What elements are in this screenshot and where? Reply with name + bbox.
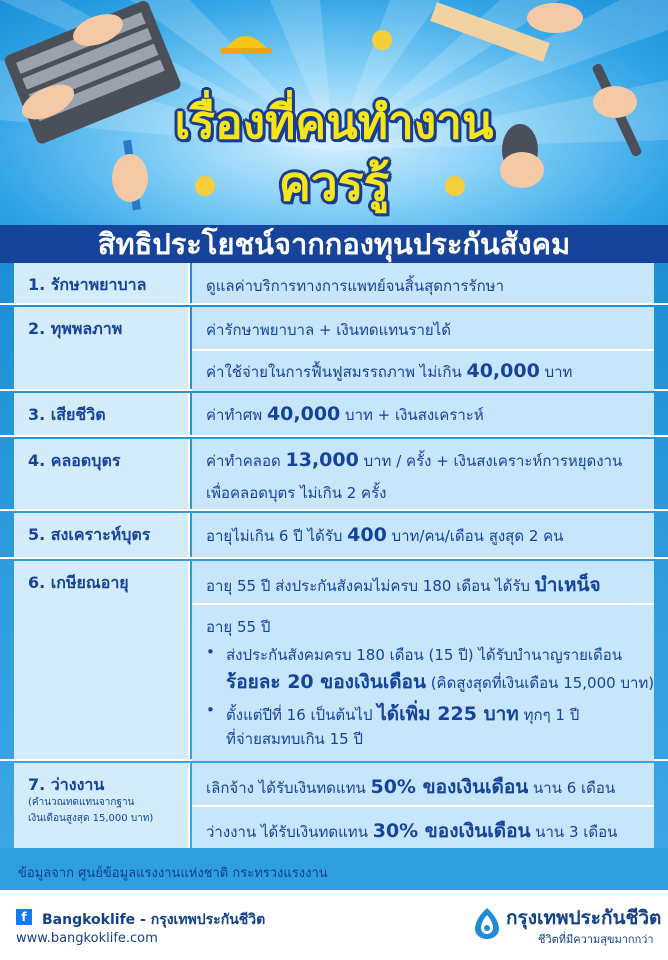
page-title-line2: ควรรู้ — [278, 156, 390, 212]
row-note: (คำนวณทดแทนจากฐาน เงินเดือนสูงสุด 15,000 บาท) — [28, 797, 154, 824]
row-label: 1. รักษาพยาบาล — [28, 275, 147, 294]
row-detail: ว่างงาน ได้รับเงินทดแทน 30% ของเงินเดือน นาน 3 เดือน — [206, 820, 618, 842]
row-label: 3. เสียชีวิต — [28, 405, 106, 424]
page-title-line1: เรื่องที่คนทำงาน — [174, 95, 494, 149]
row-detail: เพื่อคลอดบุตร ไม่เกิน 2 ครั้ง — [206, 484, 387, 502]
hardhat-icon — [225, 36, 268, 50]
row-detail: ค่าทำศพ 40,000 บาท + เงินสงเคราะห์ — [206, 403, 484, 425]
row-detail: อายุไม่เกิน 6 ปี ได้รับ 400 บาท/คน/เดือน สูงสุด 2 คน — [206, 524, 564, 546]
bangkoklife-logo-icon — [472, 906, 502, 940]
row-detail: เลิกจ้าง ได้รับเงินทดแทน 50% ของเงินเดือน นาน 6 เดือน — [206, 776, 616, 798]
row-detail: ส่งประกันสังคมครบ 180 เดือน (15 ปี) ได้รับบำนาญรายเดือน — [226, 646, 623, 664]
row-detail: ค่าทำคลอด 13,000 บาท / ครั้ง + เงินสงเคราะห์การหยุดงาน — [206, 449, 623, 471]
bullet-icon: • — [206, 643, 215, 661]
row-label: 2. ทุพพลภาพ — [28, 319, 123, 338]
row-detail: ค่าใช้จ่ายในการฟื้นฟูสมรรถภาพ ไม่เกิน 40,000 บาท — [206, 360, 573, 382]
row-detail: ที่จ่ายสมทบเกิน 15 ปี — [226, 730, 363, 748]
row-label: 5. สงเคราะห์บุตร — [28, 525, 151, 544]
table-row — [0, 513, 668, 559]
source-footnote: ข้อมูลจาก ศูนย์ข้อมูลแรงงานแห่งชาติ กระทรวงแรงงาน — [0, 848, 668, 890]
table-row — [0, 307, 668, 391]
row-detail: ร้อยละ 20 ของเงินเดือน (คิดสูงสุดที่เงินเดือน 15,000 บาท) — [226, 671, 655, 693]
footer — [0, 890, 668, 960]
header-banner — [0, 0, 668, 225]
row-detail: อายุ 55 ปี ส่งประกันสังคมไม่ครบ 180 เดือน ได้รับ บำเหน็จ — [206, 574, 601, 596]
table-row — [0, 763, 668, 848]
table-row — [0, 561, 668, 761]
table-row — [0, 439, 668, 511]
row-detail: ค่ารักษาพยาบาล + เงินทดแทนรายได้ — [206, 321, 451, 339]
row-detail: ตั้งแต่ปีที่ 16 เป็นต้นไป ได้เพิ่ม 225 บาท ทุกๆ 1 ปี — [226, 703, 580, 725]
row-detail: ดูแลค่าบริการทางการแพทย์จนสิ้นสุดการรักษา — [206, 277, 504, 295]
page-subtitle: สิทธิประโยชน์จากกองทุนประกันสังคม — [0, 225, 668, 263]
brand-tagline: ชีวิตที่มีความสุขมากกว่า — [538, 933, 654, 946]
table-row — [0, 393, 668, 437]
row-label: 7. ว่างงาน — [28, 775, 105, 794]
facebook-link[interactable]: Bangkoklife - กรุงเทพประกันชีวิต — [42, 912, 266, 928]
row-label: 6. เกษียณอายุ — [28, 573, 129, 592]
brand-name: กรุงเทพประกันชีวิต — [506, 907, 662, 929]
benefits-table — [0, 263, 668, 848]
facebook-icon[interactable]: f — [16, 909, 32, 925]
bullet-icon: • — [206, 701, 215, 719]
row-detail: อายุ 55 ปี — [206, 618, 271, 636]
table-row — [0, 263, 668, 305]
row-label: 4. คลอดบุตร — [28, 451, 121, 470]
website-link[interactable]: www.bangkoklife.com — [16, 931, 158, 946]
